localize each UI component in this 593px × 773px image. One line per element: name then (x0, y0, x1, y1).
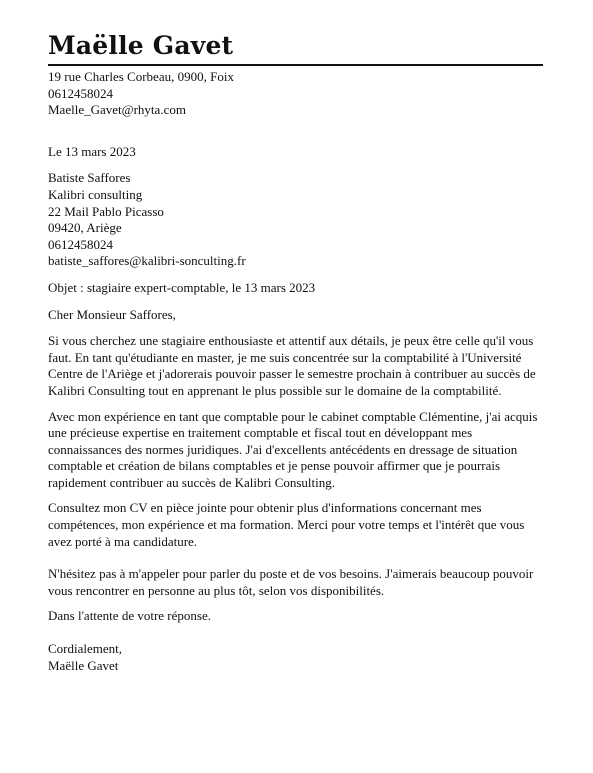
recipient-email: batiste_saffores@kalibri-sonculting.fr (48, 253, 246, 269)
recipient-city: 09420, Ariège (48, 220, 122, 236)
body-paragraph: Dans l'attente de votre réponse. (48, 608, 211, 624)
recipient-block (48, 170, 543, 270)
recipient-name: Batiste Saffores (48, 170, 131, 186)
header-divider (48, 64, 543, 66)
sender-email: Maelle_Gavet@rhyta.com (48, 102, 186, 118)
greeting: Cher Monsieur Saffores, (48, 306, 176, 322)
recipient-company: Kalibri consulting (48, 186, 143, 202)
body-paragraph: N'hésitez pas à m'appeler pour parler du poste et de vos besoins. J'aimerais beaucoup pouvoir vous rencontrer en personne au plus tôt, selon vos disponibilités. (48, 566, 534, 598)
subject-line: Objet : stagiaire expert-comptable, le 13 mars 2023 (48, 279, 316, 295)
subject-block (48, 280, 543, 297)
recipient-phone: 0612458024 (48, 236, 113, 252)
recipient-street: 22 Mail Pablo Picasso (48, 203, 164, 219)
greeting-block (48, 307, 543, 324)
sender-name: Maëlle Gavet (48, 31, 234, 60)
closing-signature: Maëlle Gavet (48, 657, 119, 673)
sender-phone: 0612458024 (48, 85, 113, 101)
sender-contact-block (48, 69, 543, 119)
letter-date-block (48, 144, 543, 161)
closing-block (48, 641, 543, 674)
sender-address: 19 rue Charles Corbeau, 0900, Foix (48, 69, 234, 84)
closing-salutation: Cordialement, (48, 641, 123, 657)
body-paragraph: Consultez mon CV en pièce jointe pour obtenir plus d'informations concernant mes compétences, mon expérience et ma formation. Merci pour votre temps et l'intérêt que vous avez porté à ma candidature. (48, 500, 525, 549)
body-paragraph: Si vous cherchez une stagiaire enthousiaste et attentif aux détails, je peux être celle qu'il vous faut. En tant qu'étudiante en master, je me suis concentrée sur la comptabilité à l'Université Centre de l'Ariège et j'adorerais pouvoir passer le semestre prochain à contribuer au succès de Kalibri Consulting tout en apprenant le plus possible sur le domaine de la comptabilité. (48, 333, 536, 398)
body-paragraph: Avec mon expérience en tant que comptable pour le cabinet comptable Clémentine, j'ai acquis une précieuse expertise en traitement comptable et fiscal tout en développant mes connaissances des normes juridiques. J'ai d'excellents antécédents en dressage de situation comptable et création de bilans comptables et je pense pouvoir affirmer que je pourrais rapidement contribuer au succès de Kalibri Consulting. (48, 408, 538, 490)
letter-date: Le 13 mars 2023 (48, 143, 136, 159)
